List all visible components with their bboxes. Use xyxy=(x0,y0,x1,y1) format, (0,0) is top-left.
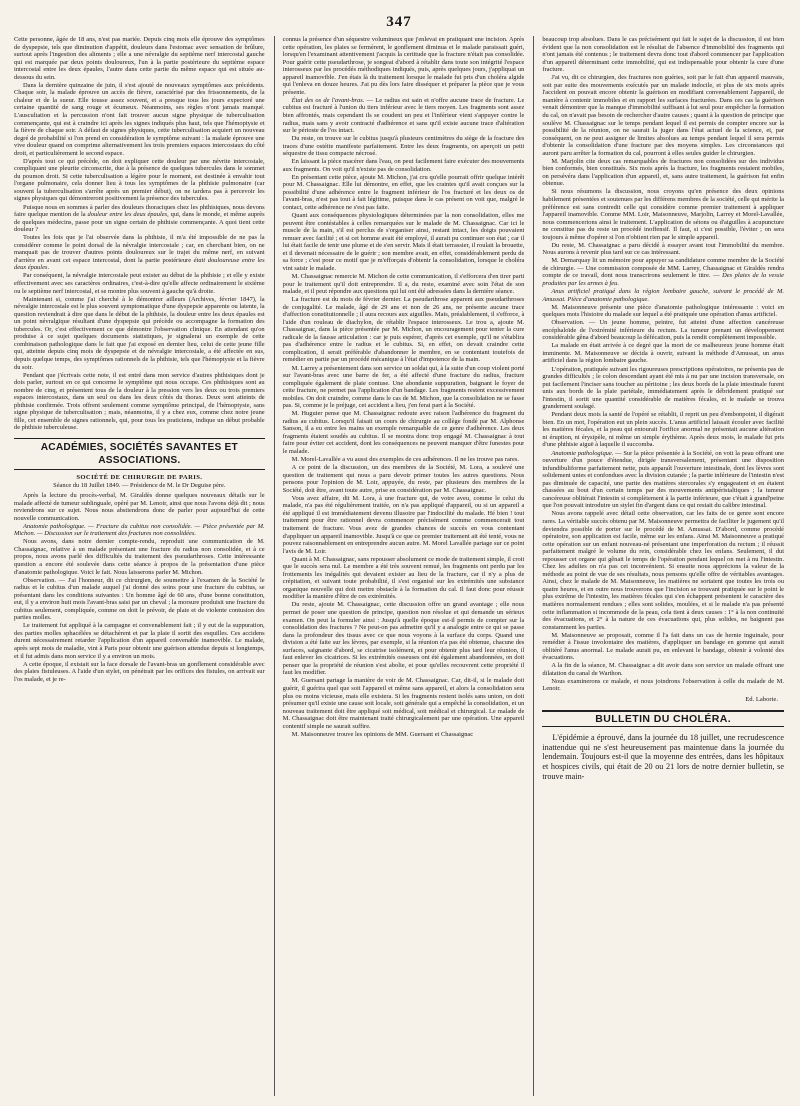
paragraph: La fracture est du mois de février dernier. La pseudarthrose apparent aux pseudarthroses de conjugalité. Le malade, âgé de 29 ans et non de 26 ans, ne présente aucune trace d'affection constitutionnelle ; il aura recours aux aiguilles. Mais, préalablement, il s'efforce, à l'aide d'un rouleau de diachylon, de rétablir l'espace interosseux. Le trou a, ajoute M. Chassaignac, dans la pièce présentée par M. Michon, un encouragement pour tenter la cure radicale de la fausse articulation : car je puis espérer, d'après cet exemple, qu'il ne s'établira pas d'adhérence entre le radius et le cubitus. Si, en effet, on devait craindre cette complication, il serait préférable d'abandonner le membre, en se contentant toutefois de remédier en partie par un procédé mécanique à l'état d'impotence de la main. xyxy=(282,296,525,364)
paragraph: M. Chassaignac remercie M. Michon de cette communication, il s'efforcera d'en tirer parti pour le traitement qu'il doit entreprendre. Il a, du reste, examiné avec soin l'état de son malade, et il peut répondre aux questions qui lui ont été adressées dans la dernière séance. xyxy=(282,272,525,296)
italic-span: Anatomie pathologique. — Fracture du cubitus non consolidée. — Pièce présentée par M. Michon. — Discussion sur le traitement des fractures non consolidées. xyxy=(14,522,265,538)
text-span: Toutes les fois que je l'ai observée dans la phthisie, il m'a été impossible de ne pas la considérer comme le point dorsal de la névralgie intercostale ; car, en cherchant bien, on ne manquait pas de trouver d'autres points douloureux sur le trajet du même nerf, en suivant d'arrière en avant cet espace intercostal, dont la partie postérieure xyxy=(14,234,265,264)
paragraph: A cette époque, il existait sur la face dorsale de l'avant-bras un gonflement considérable avec des plaies fistuleuses. A l'aide d'un stylet, on pénétrait par les orifices des fistules, on arrivait sur l'os malade, et je re- xyxy=(14,660,265,683)
paragraph: D'après tout ce qui précède, on doit expliquer cette douleur par une névrite intercostale, compliquant une pleurite circonscrite, due à la présence de quelques tubercules dans le sommet du poumon droit. Si cette tuberculisation a légère pour le moment, est destinée à envahir tout l'organe pulmonaire, cela donner lieu à tous les symptômes de la phthisie pulmonaire (car souvent la tuberculisation s'arrête après un premier début), on ne tardera pas à percevoir les signes physiques qui démontreront positivement la présence des tubercules. xyxy=(14,157,265,203)
paragraph: Par conséquent, la névralgie intercostale peut exister au début de la phthisie ; et elle y existe effectivement avec ses caractères ordinaires, c'est-à-dire qu'elle affecte ordinairement le sixième ou le septième nerf intercostal, et se montre plus souvent à gauche qu'à droite. xyxy=(14,272,265,295)
paragraph: Du reste, ajoute M. Chassaignac, cette discussion offre un grand avantage ; elle nous permet de poser une question de principe, question non résolue et qui demande un sérieux examen. On peut la formuler ainsi : Jusqu'à quelle époque est-il permis de compter sur la consolidation des fractures ? Ne peut-on pas admettre qu'il y a analogie entre ce qui se passe dans la profondeur des tissus avec ce que nous voyons à la surface du corps. Quand une division a été faite sur les lèvres, par exemple, si la réunion n'a pas été obtenue, chacune des surfaces, saignante d'abord, se cicatrise isolément, et pour obtenir plus tard leur réunion, il faut enlever les cicatrices. Si les extrémités osseuses ont été également abandonnées, on doit penser que la propriété de réunion s'est abolie, et pour qu'elles recouvrent cette propriété il faut les modifier. xyxy=(282,601,525,677)
column-2 xyxy=(274,36,525,1096)
paragraph: M. Marjolin cite deux cas remarquables de fractures non consolidées sur des individus bien conformés, bien constitués. Six mois après la fracture, les fragments restaient mobiles, on persévéra dans l'application d'un appareil, et, sans autre traitement, la guérison fut enfin obtenue. xyxy=(542,157,784,188)
paragraph: Quant aux conséquences physiologiques déterminées par la non consolidation, elles me peuvent être contéstables à celles remarquées sur le malade de M. Chassaignac. Car ici le muscle de la main, s'il est perclus de s'organiser ainsi, restant intact, les doigts pouvaient remuer avec facilité ; et si cet homme avait été employé, il aurait pu continuer son état ; car il lui était facile de tenir une plume et de s'en servir. Mais il était terrassier, il roulait la brouette, et il devenait nécessaire de le guérir ; son membre avait, en effet, considérablement perdu de sa force ; c'est pour ce motif que je m'efforçais d'obtenir la consolidation, lorsque le choléra vint saisir le malade. xyxy=(282,212,525,272)
paragraph: Nous avons rappelé avec détail cette observation, car les faits de ce genre sont encore rares. La véritable succès obtenu par M. Maisonneuve permettra de faciliter le jugement qu'il deviendra possible de porter sur le procédé de M. Amussat. D'abord, comme procédé opératoire, son application est facile, même sur les enfans. Ainsi M. Maisonneuve a pratiqué cette opération sur un enfant nouveau-né présentant une imperforation du rectum ; il réussit parfaitement malgré le volume du rein, considérable chez les enfans. Seulement, il dut repousser cet organe qui gênait le temps de l'opération pendant lequel on met à nu l'intestin. Chez les adultes on n'a pas cet inconvénient. Si ensuite nous apprécions la valeur de la méthode au point de vue de ses résultats, nous pensons qu'elle offre de véritables avantages. Ainsi, chez le malade de M. Maisonneuve, les matières ne sortaient que toutes les trois ou quatre heures, et en outre nous trouverons que l'incision se trouvant pratiquée sur le point le plus extrême de l'intestin, les matières fécales qui s'en échappent présentent le caractère des matières normalement rendues ; elles sont solides, moulées, et si le malade n'a pas présenté cette inflammation si incommode de la peau, cela tient à deux causes : 1° à la non continuité des évacuations, et 2° à la nature de ces évacuations qui, plus solides, ne baignent pas constamment les parties. xyxy=(542,510,784,631)
bulletin-title: BULLETIN DU CHOLÉRA. xyxy=(542,710,784,728)
paragraph: En laissant la pièce macérer dans l'eau, on peut facilement faire exécuter des mouvements aux fragments. On voit qu'il n'existe pas de consolidation. xyxy=(282,158,525,173)
italic-span: Anus artificiel pratiqué dans la région lombaire gauche, suivant le procédé de M. Amussat. Pièce d'anatomie pathologique. xyxy=(542,288,784,303)
paragraph: M. Larrey a présentement dans son service un soldat qui, à la suite d'un coup violent porté sur l'avant-bras avec une barre de fer, a été affecté d'une fracture du radius, fracture compliquée également de plaie contuse. Une abondante suppuration, baignant le foyer de cette fracture, ne permet pas l'application d'un bandage. Les fragments restent excessivement mobiles. On doit craindre, comme dans le cas de M. Michon, que la consolidation ne se fasse pas. Si, comme je le préjuge, cet accident a lieu, j'en ferai part à la Société. xyxy=(282,364,525,410)
paragraph: Après la lecture du procès-verbal, M. Giraldès donne quelques nouveaux détails sur le malade affecté de tumeur sublinguale, opéré par M. Lenoir, ainsi que nous l'avons déjà dit ; nous reviendrons sur ce sujet. Nous nous abstiendrons donc de parler pour aujourd'hui de cette nouvelle communication. xyxy=(14,492,265,522)
paragraph xyxy=(542,450,784,510)
paragraph xyxy=(542,288,784,303)
text-span: Puisque nous en sommes à parler des douleurs thoraciques chez les phthisiques, nous devons faire quelque mention de la xyxy=(14,203,265,219)
paragraph: M. Huguier pense que M. Chassaignac redoute avec raison l'adhérence du fragment du radius au cubitus. Lorsqu'il faisait un cours de chirurgie au collège fondé par M. Alphonse Sanson, il a eu entre les mains un exemple remarquable de ce genre d'adhérence. Les deux fragments étaient soudés au cubitus. Il se montra donc trop engagé M. Chassaignac à tout faire pour éviter cet accident, dont les conséquences ne peuvent manquer d'être funestes pour le malade. xyxy=(282,410,525,456)
text-span: M. Demarquay lit un mémoire pour appuyer sa candidature comme membre de la Société de chirurgie. — Une commission composée de MM. Larrey, Chassaignac et Giraldès rendra compte de ce travail, dont nous transcrirons seulement le titre. — xyxy=(542,257,784,280)
column-1 xyxy=(14,36,265,1096)
paragraph: Du reste, M. Chassaignac a paru décidé à essayer avant tout l'immobilité du membre. Nous aurons à revenir plus tard sur ce cas intéressant. xyxy=(542,241,784,257)
paragraph: Dans la dernière quinzaine de juin, il s'est ajouté de nouveaux symptômes aux précédents. Chaque soir, la malade éprouve un accès de fièvre, caractérisé par des frissonnements, de la chaleur et de la sueur. Elle tousse assez souvent, et a presque tous les jours expectoré une certaine quantité de sang rouge et écumeux. Néanmoins, ses règles n'ont jamais manqué. L'auscultation et la percussion n'ont fait trouver aucun signe physique de tuberculisation commençante, qui est à craindre ici après les signes indiqués plus haut, tels que l'hémoptysie et la fièvre de chaque soir. A défaut de signes physiques, cette tuberculisation acquiert un nouveau degré de probabilité si l'on prend en considération le symptôme suivant : la malade éprouve une vive douleur quand on comprime alternativement les trois premiers espaces intercostaux du côté droit, et particulièrement le second espace. xyxy=(14,81,265,157)
paragraph: Maintenant si, comme j'ai cherché à le démontrer ailleurs (Archives, février 1847), la névralgie intercostale est le plus souvent symptomatique d'une dyspepsie apparente ou latente, la question reviendrait à dire que dans le début de la phthisie, la douleur entre les deux épaules est un point névralgique résultant d'une dyspepsie qui précède ou accompagne la formation des tubercules. Or, c'est effectivement ce que démontre l'observation clinique. En attendant qu'on produise à ce sujet quelques documents statistiques, je signalerai un exemple de cette combinaison pathologique dans le fait que j'ai exposé en dernier lieu, celui de cette jeune fille qui, atteinte depuis cinq mois de dyspepsie et de névralgie intercostale, a été affectée en sus, depuis quelque temps, des symptômes rationnels de la phthisie, tels que l'hémoptysie et la fièvre du soir. xyxy=(14,295,265,371)
paragraph: L'épidémie a éprouvé, dans la journée du 18 juillet, une recrudescence inattendue qui ne s'est heureusement pas maintenue dans la journée du lendemain. Toujours est-il que la moyenne des entrées, dans les hôpitaux et hospices civils, qui était de 20 ou 21 lors de notre dernier bulletin, se trouve main- xyxy=(542,733,784,781)
paragraph: Du reste, on trouve sur le cubitus jusqu'à plusieurs centimètres du siège de la fracture des traces d'une ostéite manifeste parfaitement. Entre les deux fragments, on aperçoit un petit séquestre de tissu compacte nécrosé. xyxy=(282,135,525,158)
italic-span: était douloureuse entre les deux épaules xyxy=(14,256,265,272)
seance-line: Séance du 18 Juillet 1849. — Présidence de M. le Dr Deguise père. xyxy=(53,482,226,490)
paragraph: M. Maisonneuve trouve les opinions de MM. Guersant et Chassaignac xyxy=(291,730,474,738)
paragraph: La malade en était arrivée à ce degré que la mort de ce malheureux jeune homme était imminente. M. Maisonneuve se décida à ouvrir, suivant la méthode d'Amussat, un anus artificiel dans la région lombaire gauche. xyxy=(542,342,784,365)
paragraph: M. Guersant partage la manière de voir de M. Chassaignac. Car, dit-il, si le malade doit guérir, il guérira quel que soit l'appareil et même sans appareil, et alors la consolidation sera plus ou moins vicieuse, mais elle existera. Si les fragments restent isolés sans union, on doit présumer qu'il existe une cause soit locale, soit générale qui a empêché la consolidation, et un nouveau traitement doit être appliqué soit médical, soit médical et chirurgical. Le malade de M. Chassaignac doit être maintenant traité chirurgicalement par une opération. Une appareil contentif simple ne saurait suffire. xyxy=(282,677,525,730)
paragraph: L'opération, pratiquée suivant les rigoureuses prescriptions opératoires, ne présenta pas de grandes difficultés ; le colon descendant ayant été mis à nu par une incision transversale, on put facilement l'inciser sans toucher au péritoine ; les deux bords de la plaie intestinale furent unis aux bords de la plaie pariétale, immédiatement après le débridement pratiqué sur l'intestin, il sortit une quantité considérable de matières fécales, et le malade se trouva grandement soulagé. xyxy=(542,365,784,411)
paragraph: Si nous résumons la discussion, nous croyons qu'en présence des deux opinions habilement présentées et soutenues par les différens membres de la société, celle qui mérite la préférence est sans contredit celle qui considère comme premier traitement à appliquer l'appareil inamovible. Comme MM. Loir, Maisonneuve, Marjolin, Larrey et Morel-Lavallée, nous commencerions ainsi le traitement. L'application de sétons ou d'aiguilles à acupuncture ne constitue pas du reste un procédé inoffensif. Il faut, si c'est possible, l'éviter ; on sera toujours à même d'opérer si l'on n'obtient rien par le simple appareil. xyxy=(542,188,784,241)
paragraph: Nous avons, dans notre dernier compte-rendu, reproduit une communication de M. Chassaignac, relative à un malade présentant une fracture du radius non consolidée, et à ce propos, nous avons parlé des difficultés du traitement des pseudarthroses. Cette intéressante question a encore été soulevée dans cette séance à propos de la présentation d'une pièce d'anatomie pathologique. Voici le fait. Nous laisserons parler M. Michon. xyxy=(14,538,265,576)
paragraph: Pendant deux mois la santé de l'opéré se rétablit, il reprit un peu d'embonpoint, il digérait bien. En un mot, l'opération eut un plein succès. L'anus artificiel laissait écouler avec facilité les matières fécales, et la peau qui entourait l'orifice anormal ne présentait aucune altération ni éruption, ni érysipèle, ni même un simple érythème. Après deux mois, le malade fut pris d'une phthisie aiguë à laquelle il succomba. xyxy=(542,411,784,449)
column-3 xyxy=(533,36,784,1096)
italic-span: Des plaies de la vessie produites par les armes à feu. xyxy=(542,272,784,287)
page-number: 347 xyxy=(386,14,412,30)
author-signature: Ed. Laborie. xyxy=(745,696,778,704)
text-span: — Le radius est sain et n'offre aucune trace de fracture. Le cubitus est fracturé à l'union du tiers inférieur avec le tiers moyen. Les fragments sont assez bien affrontés, mais cependant ils se coudent un peu et l'inférieur vient s'appuyer contre le radius, mais sans y avoir contracté d'adhérence et sans qu'il existe aucune trace d'altération sur le périoste de l'os intact. xyxy=(282,96,525,135)
paragraph: M. Morel-Lavallée a vu aussi des exemples de ces adhérences. Il ne les trouve pas rares. xyxy=(291,456,520,464)
italic-span: Anatomie pathologique. xyxy=(551,449,614,457)
society-title: SOCIÉTÉ DE CHIRURGIE DE PARIS. xyxy=(76,473,203,481)
text-span: , qui, dans le monde, et même auprès de quelques médecins, passe pour un signe certain de phthisie commençante. A quoi tient cette douleur ? xyxy=(14,211,265,234)
paragraph xyxy=(14,523,265,538)
paragraph: connus la présence d'un séquestre volumineux que j'enlevai en pratiquant une incision. Après cette opération, les plaies se fermèrent, le gonflement diminua et le malade paraissait guéri, lorsqu'en l'examinant attentivement j'acquis la certitude que la fracture n'était pas consolidée. Pour guérir cette pseudarthrose, je songeai d'abord à rétablir dans toute son intégrité l'espace interosseux par les procédés méthodiques indiqués, puis, après quelques jours, j'appliquai un appareil inamovible. J'en étais là du traitement lorsque le malade fut pris d'un choléra algide qui l'enleva en douze heures. J'ai pu dès lors faire disséquer et préparer la pièce que je vous présente. xyxy=(282,36,525,96)
paragraph: Le traitement fut appliqué à la campagne et convenablement fait ; il y eut de la suppuration, des parties molles sphacélées se détachèrent et par la plaie il sortit des esquilles. Ces accidens durent nécessairement retarder l'application d'un appareil convenable inamovible. Le malade, après sept mois de maladie, vint à Paris pour obtenir une guérison attendue depuis si longtemps, et il fut admis dans mon service il y a environ un mois. xyxy=(14,622,265,660)
paragraph: J'ai vu, dit ce chirurgien, des fractures non guéries, soit par le fait d'un appareil mauvais, soit par suite des mouvements exécutés par un malade indocile, et plus de six mois après l'accident on pouvait encore obtenir la guérison en modifiant convenablement l'appareil, de manière à contenir immobiles et en rapport les surfaces fracturées. Dans ces cas la guérison venait démontrer que la manque d'immobilité suffisant à lui seul pour empêcher la formation du cal, on n'avait pas besoin de rechercher d'autre causes ; quant à la question de principe que soulève M. Chassaignac sur le temps pendant lequel il est permis de compter encore sur la possibilité de la réunion, on ne saurait la juger dans l'état actuel de la science, et, par conséquent, on ne peut assigner de limites absolues au temps pendant lequel il sera permis d'obtenir la consolidation d'une fracture par des moyens simples. Les circonstances qui auront paru arrêter la formation du cal, pourront à elles seules guider le chirurgien. xyxy=(542,74,784,157)
paragraph: Observation. — J'ai l'honneur, dit ce chirurgien, de soumettre à l'examen de la Société le radius et le cubitus d'un malade auquel j'ai donné des soins pour une fracture du cubitus, se présentant dans les conditions suivantes : Un homme âgé de 60 ans, d'une bonne constitution, eut, il y a environ huit mois l'avant-bras saisi par un cheval ; la morsure produisit une fracture du cubitus seulement, compliquée, comme on doit le prévoir, de plaie et de violente contusion des parties molles. xyxy=(14,576,265,622)
paragraph: Quant à M. Chassaignac, sans repousser absolument ce mode de traitement simple, il croit que le succès sera nul. Le membre a été très souvent remué, les fragments ont perdu par les frottements les inégalités qui devaient exister au lieu de la fracture, car il n'y a plus de crépitation, et suivant toute probabilité, il s'est organisé sur les extrémités une substance organique nouvelle qui doit mettre obstacle à la formation du cal. Il faut donc pour réussir modifier la manière d'être de ces extrémités. xyxy=(282,555,525,601)
paragraph: A la fin de la séance, M. Chassaignac a dit avoir dans son service un malade offrant une dilatation du canal de Warthon. xyxy=(542,662,784,677)
italic-span: douleur entre les deux épaules xyxy=(87,211,168,219)
paragraph: Nous examinerons ce malade, et nous joindrons l'observation à celle du malade de M. Lenoir. xyxy=(542,677,784,693)
text-span: — Sur la pièce présentée à la Société, on voit la peau offrant une ouverture d'un pouce d'étendue, dirigée transversalement, présentant une disposition infundibuliforme parfaitement nette, puis apparaît l'ouverture intestinale, dont les lèvres sont solidement unies et confondues avec la division cutanée ; la partie inférieure de l'intestin n'est pas diminuée de capacité, une partie des matières stercorales s'y engageaient et en étaient chassées au bout d'un certain temps par des mouvements antipéristaltiques ; la tumeur cancéreuse oblitérait l'intestin si complètement à la partie inférieure, que c'était à grand'peine que l'on pouvait introduire un stylet fin d'argent dans ce qui restait du calibre intestinal. xyxy=(542,449,784,510)
paragraph: Vous avez affaire, dit M. Lora, à une fracture qui, de votre aveu, comme le celui du malade, n'a pas été régulièrement traitée, on n'a pas appliqué d'appareil, ou si un appareil a été appliqué il est immédiatement devenu illusoire par l'indocilité du malade. Hé bien ! tout traitement pour être rationnel devra commencer précisément comme commencerait tout traitement de fracture. Vous avez de grandes chances de succès en vous contentant d'appliquer un appareil inamovible. Jusqu'à ce que ce premier traitement ait été tenté, vous ne pouvez raisonnablement en entreprendre aucun autre. M. Morel Lavallée partage sur ce point l'avis de M. Loir. xyxy=(282,494,525,555)
paragraph: Observation. — Un jeune homme, peintre, fut atteint d'une affection cancéreuse encéphaloïde de l'extrémité inférieure du rectum. La tumeur prenant un développement considérable gêna d'abord beaucoup la défécation, puis la rendit complètement impossible. xyxy=(542,319,784,342)
italic-span: État des os de l'avant-bras. xyxy=(291,96,365,104)
paragraph: Toutes les fois que je l'ai observée dans la phthisie, il m'a été impossible de ne pas la considérer comme le point dorsal de la névralgie intercostale ; car, en cherchant bien, on ne manquait pas de trouver d'autres points douloureux sur le trajet du même nerf, en suivant d'arrière en avant cet espace intercostal, dont la partie postérieure était douloureuse entre les deux épaules. xyxy=(14,234,265,272)
section-title: ACADÉMIES, SOCIÉTÉS SAVANTES ET ASSOCIATIONS. xyxy=(14,438,265,470)
paragraph: A ce point de la discussion, un des membres de la Société, M. Lora, a soulevé une question de traitement qui nous a paru devoir primer toutes les autres questions. Nous pensons pour l'opinion de M. Loir, appuyée, du reste, par plusieurs des membres de la Société, doit être, avant toute autre, prise en considération par M. Chassaignac. xyxy=(282,464,525,494)
paragraph: En présentant cette pièce, ajoute M. Michon, j'ai cru qu'elle pourrait offrir quelque intérêt pour M. Chassaignac. Elle lui démontre, en effet, que les craintes qu'il avait conçues sur la possibilité d'une adhérence entre le fragment inférieur de l'os fracturé et les deux os de l'avant-bras, n'est pas tout à fait légitime, puisque dans le cas présent on voit que, malgré le contact, cette adhérence ne s'est pas faite. xyxy=(282,173,525,212)
paragraph xyxy=(14,204,265,234)
paragraph: M. Maisonneuve se proposait, comme il l'a fait dans un cas de hernie inguinale, pour remédier à l'issue involontaire des matières, d'appliquer un bandage en gomme qui aurait oblitéré l'anus anormal. Le malade aurait pu, en enlevant le bandage, obtenir à volonté des évacuations. xyxy=(542,631,784,662)
paragraph xyxy=(542,257,784,287)
columns xyxy=(14,36,784,1096)
cholera-bulletin xyxy=(542,733,784,781)
paragraph xyxy=(283,97,525,135)
paragraph: Pendant que j'écrivais cette note, il est entré dans mon service d'autres phthisiques dont je dois parler, surtout en ce qui concerne le symptôme qui nous occupe. Ces phthisiques sont au nombre de cinq, et présentent tous de la douleur à la pression vers les deux ou trois premiers espaces intercostaux, dans un seul ou dans les deux côtés du thorax. Deux sont atteints de phthisie confirmée. Trois offrent seulement comme symptôme principal, de l'hémoptysie, sans signe physique de tuberculisation ; mais, néanmoins, il y a chez eux, comme chez notre jeune fille, cet ensemble de signes rationnels, qui, pour tous les praticiens, indique un début probable de phthisie tuberculeuse. xyxy=(14,371,265,432)
paragraph: beaucoup trop absolues. Dans le cas précisément qui fait le sujet de la discussion, il est bien évident que la non consolidation est le résultat de l'absence d'immobilité des fragments qui n'ont jamais été contenus ; le traitement devra donc tout d'abord commencer par l'application d'un appareil déterminant cette immobilité, qui est indispensable pour obtenir la cure d'une fracture. xyxy=(542,36,784,74)
paragraph: Cette personne, âgée de 18 ans, n'est pas mariée. Depuis cinq mois elle éprouve des symptômes de dyspepsie, tels que diminution d'appétit, douleurs dans l'estomac avec sensation de brûlure, surtout après l'ingestion des aliments ; elle a une névralgie du septième nerf intercostal gauche qui est marquée par deux points douloureux, l'un à la partie postérieure du septième espace intercostal entre les deux épaules, l'autre dans cette partie du même espace qui est située au-dessous du sein. xyxy=(14,36,265,81)
paragraph: M. Maisonneuve présente une pièce d'anatomie pathologique intéressante : voici en quelques mots l'histoire du malade sur lequel a été pratiquée une opération d'anus artificiel. xyxy=(542,303,784,319)
